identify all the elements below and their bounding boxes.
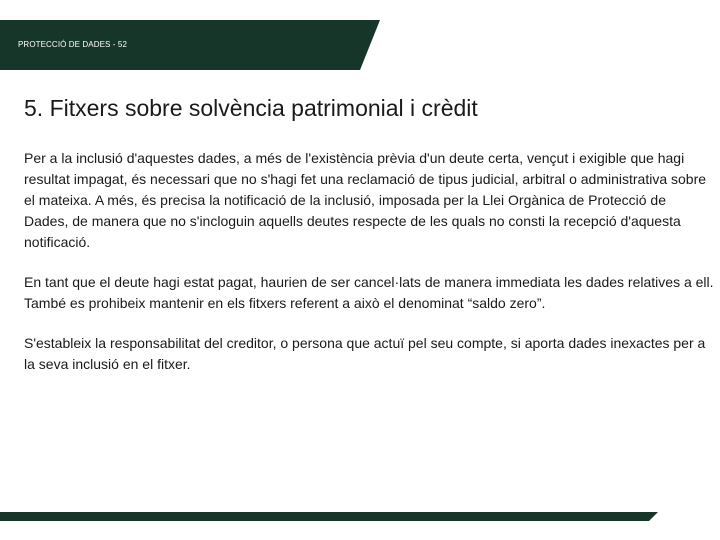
header-label: PROTECCIÓ DE DADES - 52 xyxy=(18,40,127,49)
paragraph-3: S'estableix la responsabilitat del creditor, o persona que actuï pel seu compte, si aporta dades inexactes per a la seva inclusió en el fitxer. xyxy=(24,335,706,372)
slide-title: 5. Fitxers sobre solvència patrimonial i crèdit xyxy=(24,95,478,121)
paragraph-1: Per a la inclusió d'aquestes dades, a més de l'existència prèvia d'un deute certa, vençut i exigible que hagi resultat impagat, és necessari que no s'hagi fet una reclamació de tipus judicial, arbitral o administrativa sobre el mateixa. A més, és precisa la notificació de la inclusió, imposada per la Llei Orgànica de Protecció de Dades, de manera que no s'incloguin aquells deutes respecte de les quals no consti la recepció d'aquesta notificació. xyxy=(24,150,707,250)
slide-body xyxy=(24,148,714,394)
footer-band xyxy=(0,512,658,521)
paragraph-2: En tant que el deute hagi estat pagat, haurien de ser cancel·lats de manera immediata les dades relatives a ell. També es prohibeix mantenir en els fitxers referent a això el denominat “saldo zero”. xyxy=(24,274,714,311)
